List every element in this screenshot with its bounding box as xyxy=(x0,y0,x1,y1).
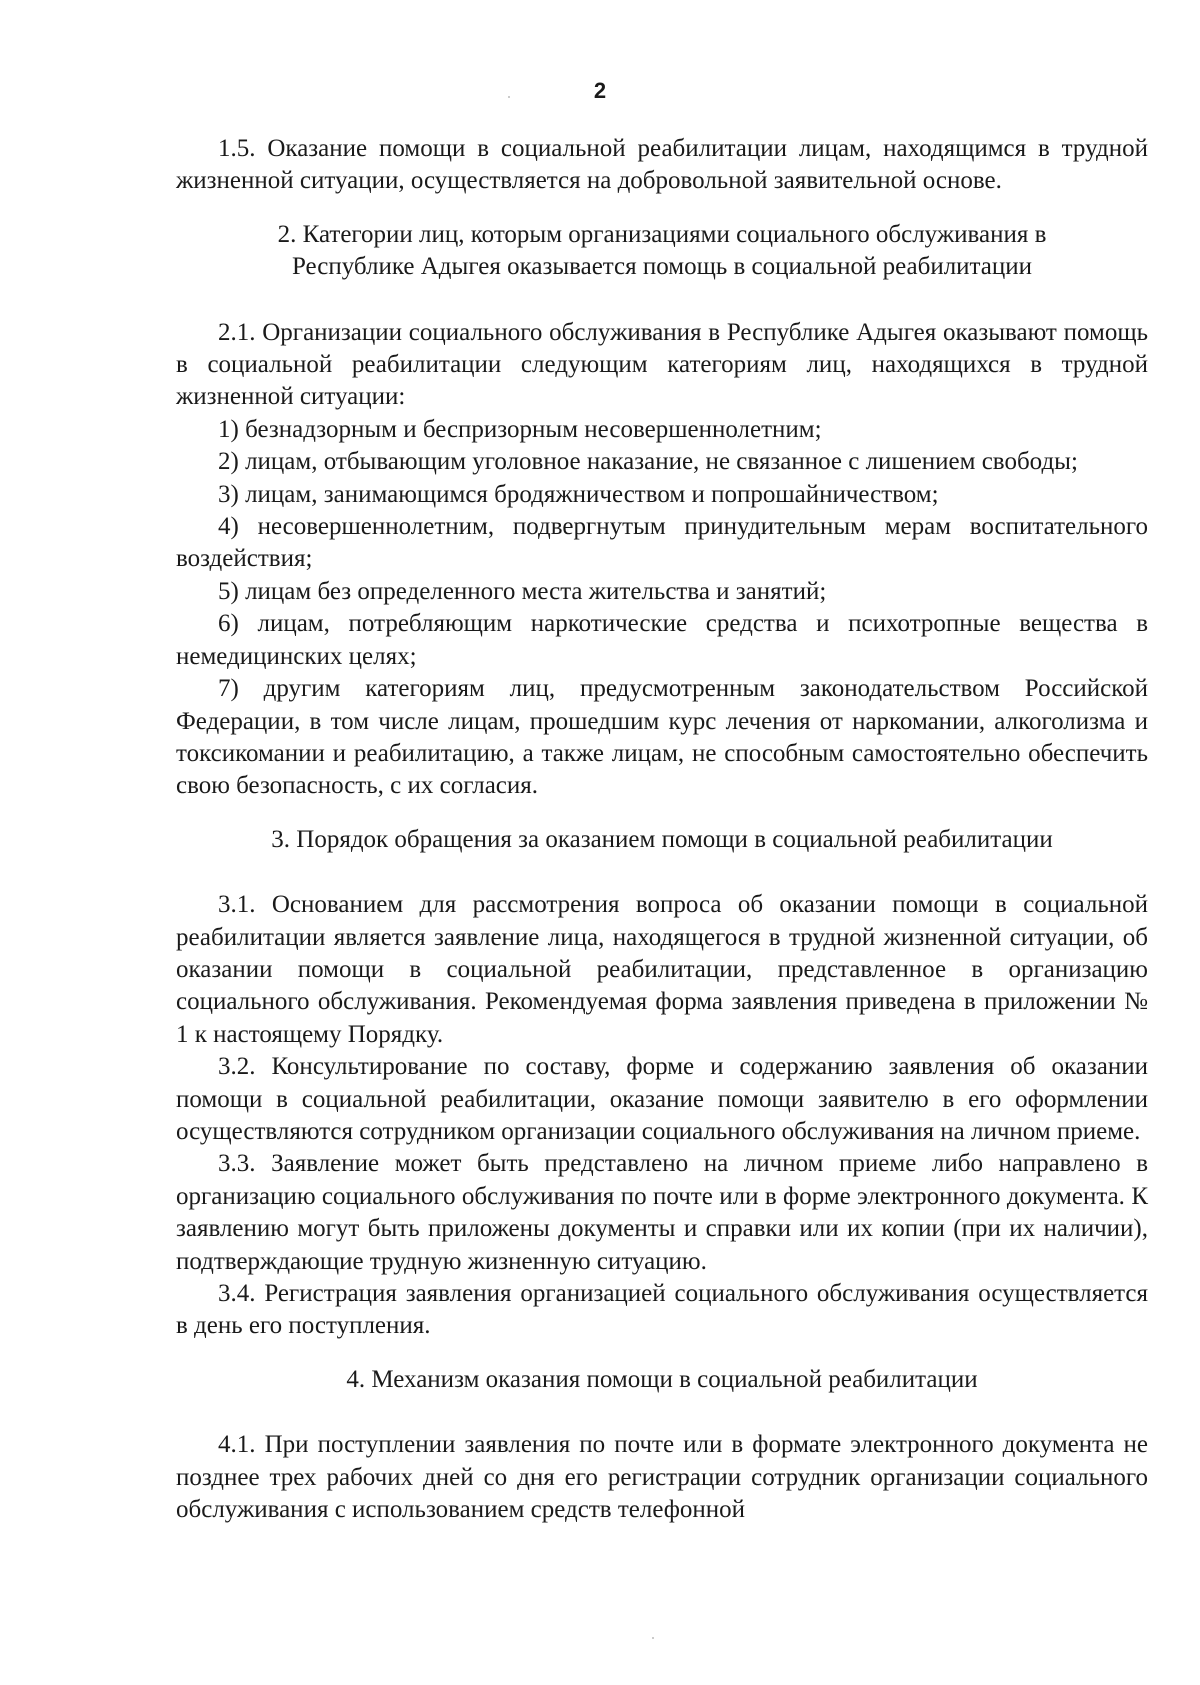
paragraph-3-2: 3.2. Консультирование по составу, форме и содержанию заявления об оказании помощи в социальной реабилитации, оказание помощи заявителю в его оформлении осуществляются сотрудником организации социального обслуживания на личном приеме. xyxy=(176,1053,1148,1145)
scan-speck xyxy=(652,1637,654,1639)
paragraph-2-1: 2.1. Организации социального обслуживания в Республике Адыгея оказывают помощь в социальной реабилитации следующим категориям лиц, находящихся в трудной жизненной ситуации: xyxy=(176,318,1148,411)
paragraph-4-1: 4.1. При поступлении заявления по почте или в формате электронного документа не позднее трех рабочих дней со дня его регистрации сотрудник организации социального обслуживания с использованием средств телефонной xyxy=(176,1431,1148,1524)
list-item-3: 3) лицам, занимающимся бродяжничеством и попрошайничеством; xyxy=(218,480,939,508)
list-item-7: 7) другим категориям лиц, предусмотренным законодательством Российской Федерации, в том числе лицам, прошедшим курс лечения от наркомании, алкоголизма и токсикомании и реабилитацию, а также лицам, не способным самостоятельно обеспечить свою безопасность, с их согласия. xyxy=(176,675,1148,800)
paragraph-3-3: 3.3. Заявление может быть представлено на личном приеме либо направлено в организацию социального обслуживания по почте или в форме электронного документа. К заявлению могут быть приложены документы и справки или их копии (при их наличии), подтверждающие трудную жизненную ситуацию. xyxy=(176,1150,1148,1275)
paragraph-3-1: 3.1. Основанием для рассмотрения вопроса об оказании помощи в социальной реабилитации является заявление лица, находящегося в трудной жизненной ситуации, об оказании помощи в социальной реабилитации, представленное в организацию социального обслуживания. Рекомендуемая форма заявления приведена в приложении № 1 к настоящему Порядку. xyxy=(176,891,1148,1048)
paragraph-3-4: 3.4. Регистрация заявления организацией социального обслуживания осуществляется в день его поступления. xyxy=(176,1280,1148,1340)
list-item-2: 2) лицам, отбывающим уголовное наказание, не связанное с лишением свободы; xyxy=(218,448,1078,476)
list-item-1: 1) безнадзорным и беспризорным несовершеннолетним; xyxy=(218,415,822,443)
document-body xyxy=(176,133,1148,1526)
section-4-heading: 4. Механизм оказания помощи в социальной реабилитации xyxy=(346,1365,978,1393)
list-item-6: 6) лицам, потребляющим наркотические средства и психотропные вещества в немедицинских целях; xyxy=(176,610,1148,670)
list-item-5: 5) лицам без определенного места жительства и занятий; xyxy=(218,577,827,605)
section-2-heading: 2. Категории лиц, которым организациями социального обслуживания в Республике Адыгея оказывается помощь в социальной реабилитации xyxy=(277,220,1047,281)
paragraph-1-5: 1.5. Оказание помощи в социальной реабилитации лицам, находящимся в трудной жизненной ситуации, осуществляется на добровольной заявительной основе. xyxy=(176,135,1148,195)
page-number: 2 xyxy=(593,78,607,103)
list-item-4: 4) несовершеннолетним, подвергнутым принудительным мерам воспитательного воздействия; xyxy=(176,513,1148,573)
section-3-heading: 3. Порядок обращения за оказанием помощи в социальной реабилитации xyxy=(271,825,1053,853)
